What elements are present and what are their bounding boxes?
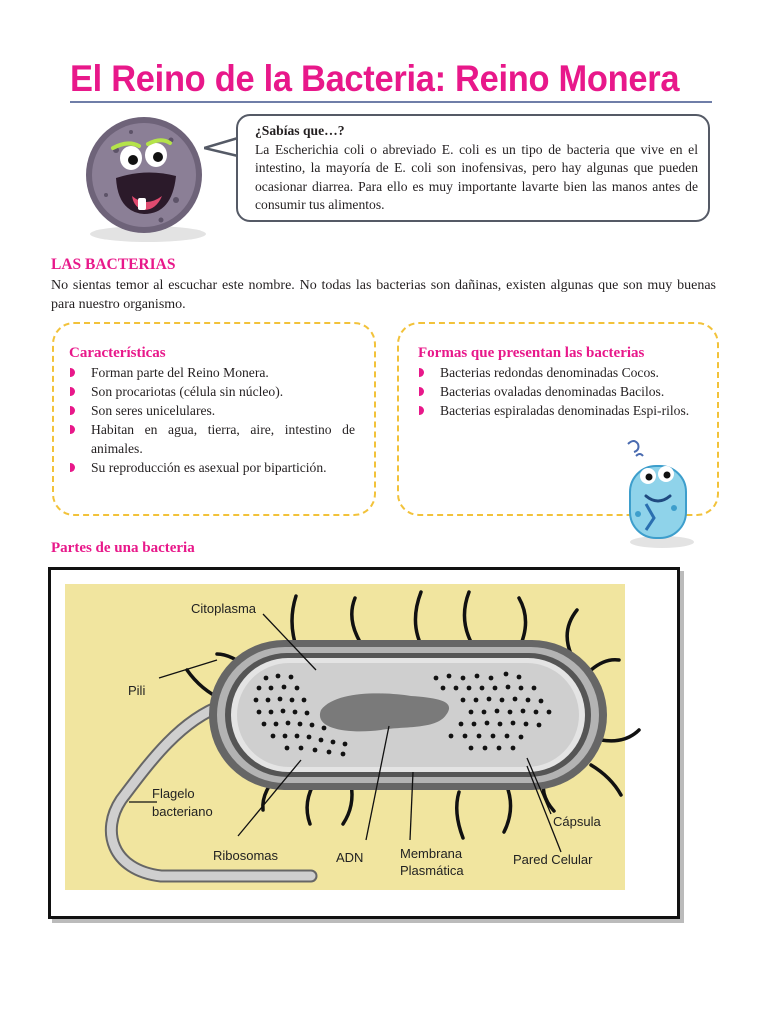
blue-bacterium-mascot-icon bbox=[612, 438, 704, 550]
purple-bacterium-mascot-icon bbox=[76, 110, 216, 245]
label-citoplasma: Citoplasma bbox=[191, 601, 257, 616]
list-item: Su reproducción es asexual por bipartición. bbox=[69, 458, 355, 477]
label-capsula: Cápsula bbox=[553, 814, 601, 829]
list-item: Forman parte del Reino Monera. bbox=[69, 363, 355, 382]
caracteristicas-heading: Características bbox=[69, 345, 166, 361]
list-item: Bacterias redondas denominadas Cocos. bbox=[418, 363, 694, 382]
label-flagelo-1: Flagelo bbox=[152, 786, 195, 801]
label-adn: ADN bbox=[336, 850, 364, 865]
list-item: Son seres unicelulares. bbox=[69, 401, 355, 420]
list-item: Son procariotas (célula sin núcleo). bbox=[69, 382, 355, 401]
label-pili: Pili bbox=[128, 683, 146, 698]
list-item: Bacterias espiraladas denominadas Espi-rilos. bbox=[418, 401, 694, 420]
title-underline bbox=[70, 101, 712, 103]
bacterias-intro: No sientas temor al escuchar este nombre. No todas las bacterias son dañinas, existen algunas que son muy buenas para nuestro organismo. bbox=[51, 278, 716, 312]
formas-list bbox=[418, 363, 694, 420]
caracteristicas-list bbox=[69, 363, 355, 477]
label-membrana-2: Plasmática bbox=[400, 863, 464, 878]
page-title: El Reino de la Bacteria: Reino Monera bbox=[70, 58, 680, 99]
label-pared: Pared Celular bbox=[513, 852, 593, 867]
partes-heading: Partes de una bacteria bbox=[51, 540, 195, 556]
speech-bubble-content bbox=[255, 122, 698, 215]
speech-body: La Escherichia coli o abreviado E. coli es un tipo de bacteria que vive en el intestino, la mayoría de E. coli son inofensivas, pero hay algunas que pueden ocasionar diarrea. Para ello es muy importante lavarte bien las manos antes de consumir tus alimentos. bbox=[255, 141, 698, 212]
speech-heading: ¿Sabías que…? bbox=[255, 123, 345, 138]
formas-heading: Formas que presentan las bacterias bbox=[418, 345, 645, 361]
list-item: Habitan en agua, tierra, aire, intestino de animales. bbox=[69, 420, 355, 458]
label-flagelo-2: bacteriano bbox=[152, 804, 213, 819]
list-item: Bacterias ovaladas denominadas Bacilos. bbox=[418, 382, 694, 401]
label-ribosomas: Ribosomas bbox=[213, 848, 279, 863]
label-membrana-1: Membrana bbox=[400, 846, 463, 861]
bacteria-diagram bbox=[48, 567, 680, 919]
bacterias-heading: LAS BACTERIAS bbox=[51, 256, 176, 273]
bacteria-diagram-svg bbox=[51, 570, 677, 916]
